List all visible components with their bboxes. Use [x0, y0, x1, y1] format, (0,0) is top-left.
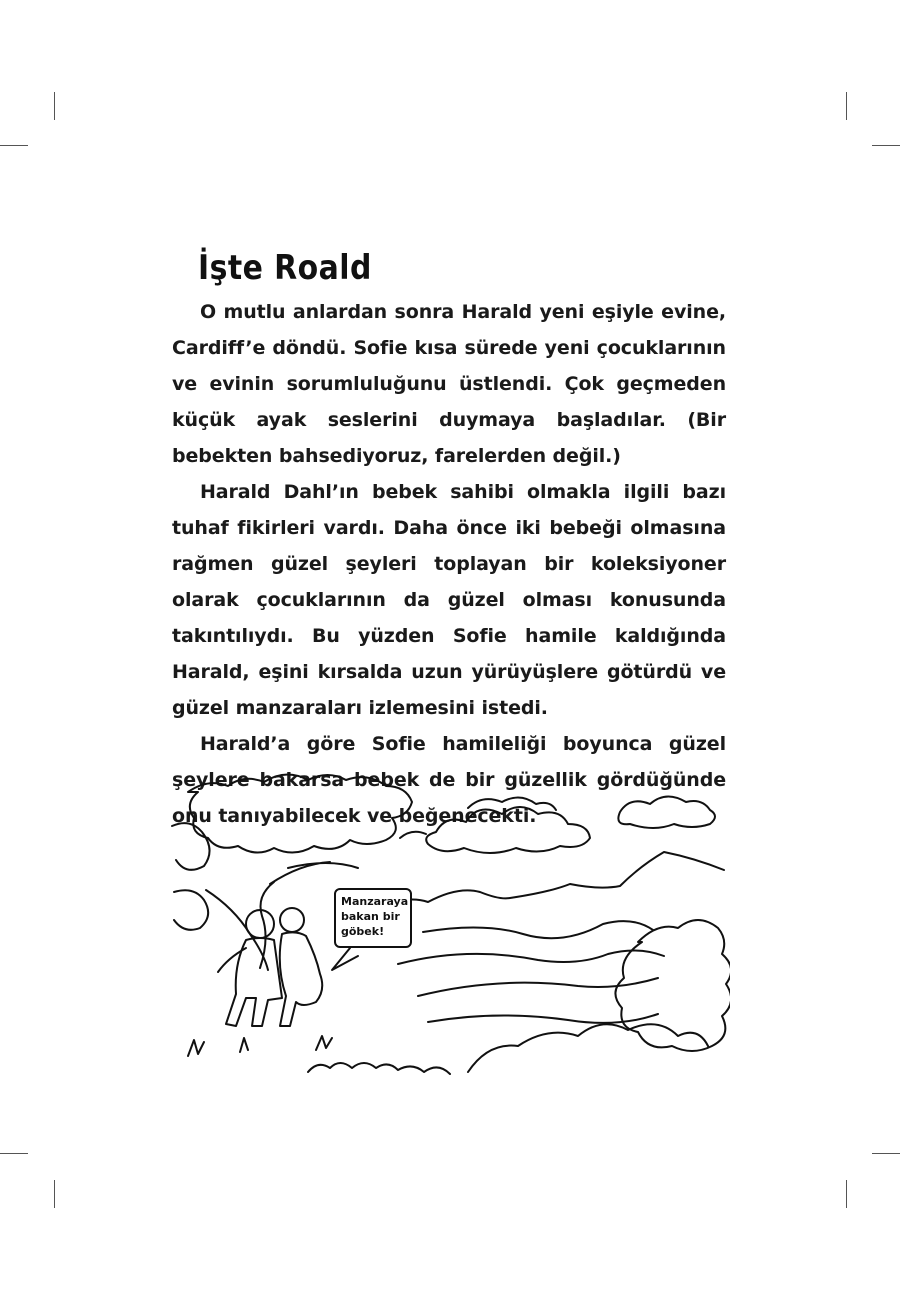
paragraph: O mutlu anlardan sonra Harald yeni eşiyle evine, Cardiff’e döndü. Sofie kısa sürede yeni çocuklarının ve evinin sorumluluğunu üstlendi. Çok geçmeden küçük ayak seslerini duymaya başladılar. (Bir bebekten bahsediyoruz, farelerden değil.): [172, 301, 726, 467]
crop-mark-bottom-left-vertical: [54, 1180, 55, 1208]
harald-body: [226, 938, 282, 1026]
crop-mark-bottom-left-horizontal: [0, 1153, 28, 1154]
crop-mark-top-right-horizontal: [872, 145, 900, 146]
crop-mark-top-right-vertical: [846, 92, 847, 120]
landscape-drawing: [168, 772, 730, 1094]
sofie-head: [280, 908, 304, 932]
foreground-bushes: [468, 1024, 708, 1072]
paragraph: Harald’a göre Sofie hamileliği boyunca güzel şeylere bakarsa bebek de bir güzellik gördüğünde onu tanıyabilecek ve beğenecekti.: [172, 733, 726, 827]
cloud-shape: [618, 796, 715, 828]
chapter-title: İşte Roald: [198, 248, 372, 288]
cloud-shape: [426, 807, 590, 853]
crop-mark-bottom-right-vertical: [846, 1180, 847, 1208]
crop-mark-top-left-vertical: [54, 92, 55, 120]
landscape-illustration: [168, 772, 730, 1094]
speech-bubble: [334, 888, 412, 948]
crop-mark-bottom-right-horizontal: [872, 1153, 900, 1154]
paragraph: Harald Dahl’ın bebek sahibi olmakla ilgili bazı tuhaf fikirleri vardı. Daha önce iki bebeği olmasına rağmen güzel şeyleri toplayan bir koleksiyoner olarak çocuklarının da güzel olması konusunda takıntılıydı. Bu yüzden Sofie hamile kaldığında Harald, eşini kırsalda uzun yürüyüşlere götürdü ve güzel manzaraları izlemesini istedi.: [172, 481, 726, 719]
crop-mark-top-left-horizontal: [0, 145, 28, 146]
harald-head: [246, 910, 274, 938]
grass-tufts: [188, 1036, 332, 1056]
cloud-shape: [400, 832, 426, 838]
harald-arm: [218, 948, 246, 972]
chapter-body: [172, 294, 726, 834]
tree-canopy: [188, 774, 412, 852]
mountain-ridge: [423, 921, 653, 938]
foreground-bushes: [308, 1063, 450, 1074]
speech-bubble-text: Manzaraya bakan bir göbek!: [341, 895, 409, 938]
speech-bubble-pointer: [332, 948, 358, 970]
sofie-body: [280, 932, 323, 1026]
tree-foliage-left: [172, 823, 210, 930]
mountain-range: [358, 852, 724, 922]
